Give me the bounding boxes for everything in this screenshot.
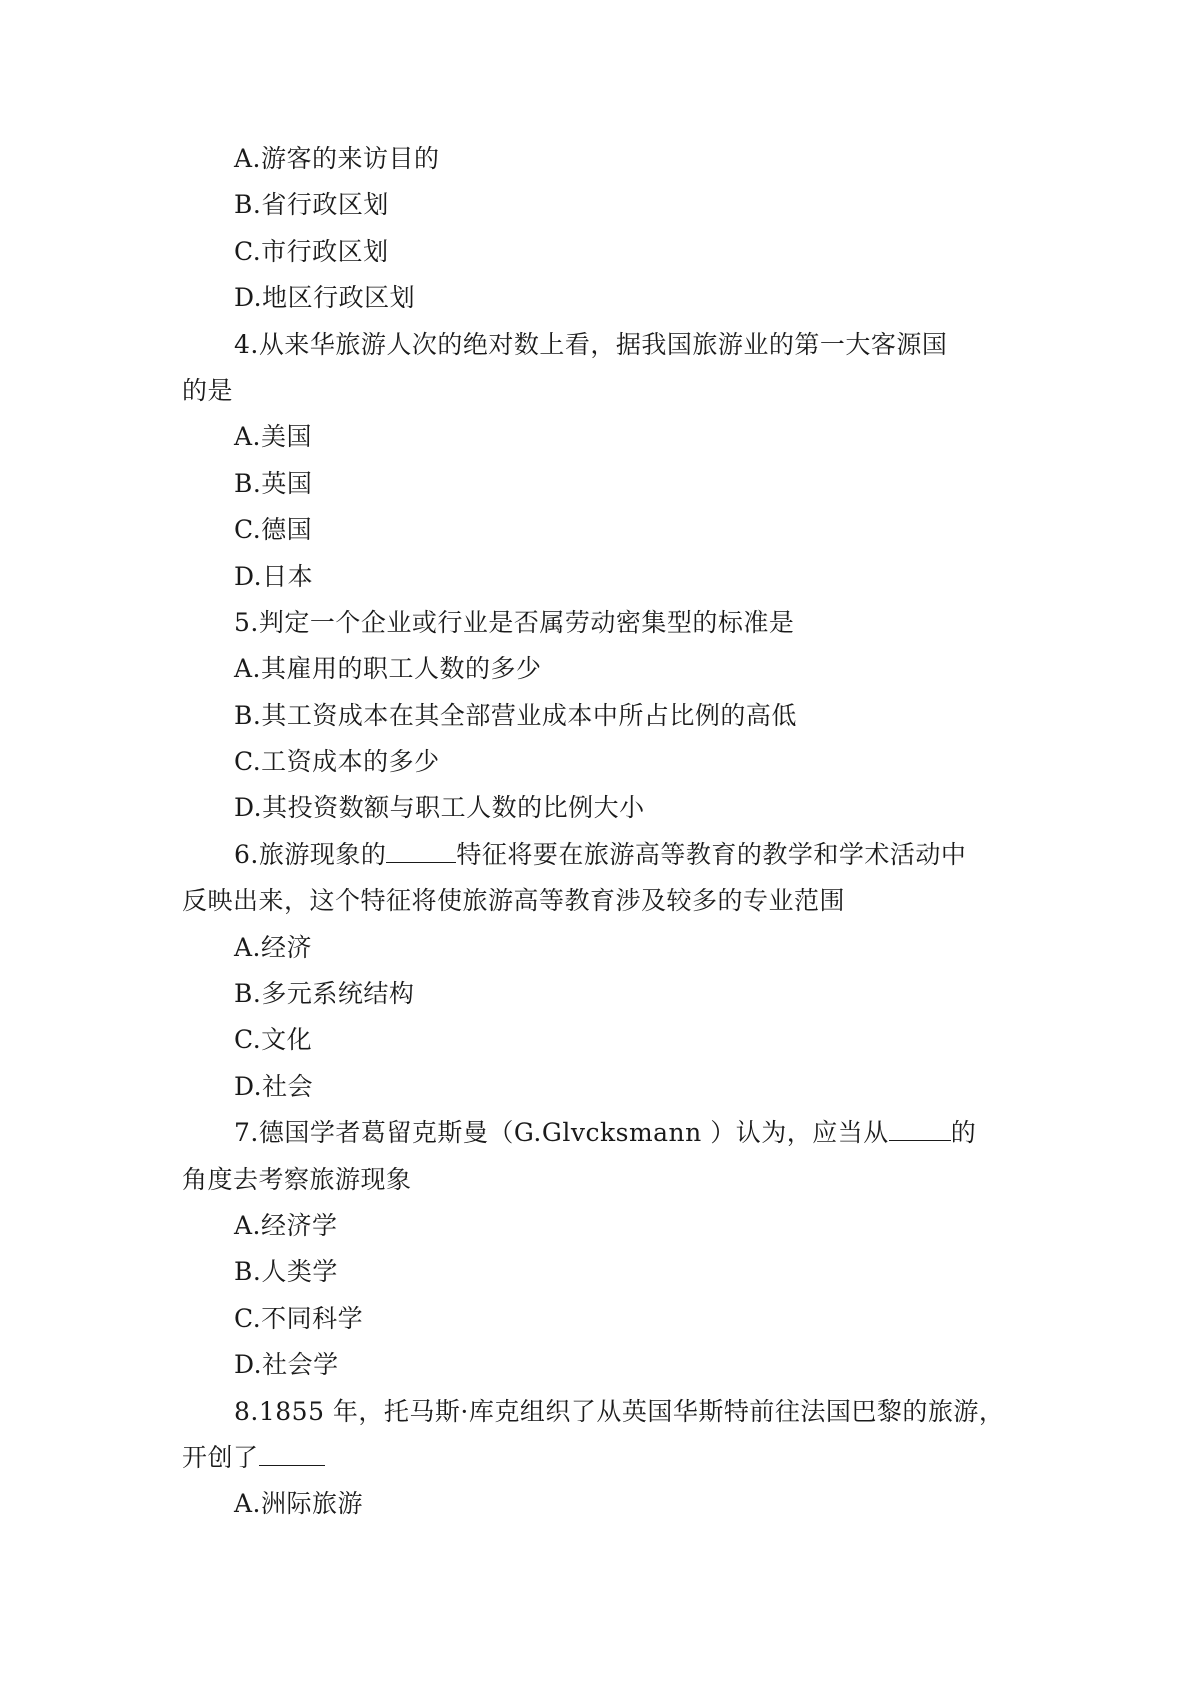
q3-option-a: A.游客的来访目的 [234, 144, 440, 173]
q6-stem-line2: 反映出来，这个特征将使旅游高等教育涉及较多的专业范围 [182, 886, 846, 916]
q8-stem-line1: 8.1855 年，托马斯·库克组织了从英国华斯特前往法国巴黎的旅游， [234, 1396, 1005, 1426]
q7-stem-line1 [182, 1110, 1062, 1156]
q5-option-c: C.工资成本的多少 [234, 747, 440, 777]
q8-answer-blank [259, 1439, 325, 1466]
q4-option-b: B.英国 [234, 468, 313, 498]
q7-stem-after-blank: 的 [950, 1118, 977, 1148]
q6-option-a: A.经济 [234, 932, 313, 962]
q3-option-b: B.省行政区划 [234, 190, 389, 220]
q7-stem-before-blank: 7.德国学者葛留克斯曼（G.Glvcksmann ）认为，应当从 [234, 1118, 889, 1148]
q6-option-d: D.社会 [234, 1071, 314, 1101]
q4-stem-line1: 4.从来华旅游人次的绝对数上看，据我国旅游业的第一大客源国 [234, 329, 948, 359]
q6-option-b: B.多元系统结构 [234, 979, 415, 1009]
q7-stem-line2: 角度去考察旅游现象 [182, 1164, 412, 1194]
q6-answer-blank [386, 836, 456, 863]
q5-stem: 5.判定一个企业或行业是否属劳动密集型的标准是 [234, 607, 795, 637]
q7-option-b: B.人类学 [234, 1257, 338, 1287]
q7-option-c: C.不同科学 [234, 1303, 364, 1333]
q4-stem-line2: 的是 [182, 375, 234, 405]
q5-option-a: A.其雇用的职工人数的多少 [234, 654, 542, 684]
q6-stem-before-blank: 6.旅游现象的 [234, 839, 387, 869]
q4-option-c: C.德国 [234, 515, 313, 545]
q8-option-a: A.洲际旅游 [234, 1489, 364, 1519]
q3-option-d: D.地区行政区划 [234, 283, 416, 313]
q6-option-c: C.文化 [234, 1025, 313, 1055]
q5-option-d: D.其投资数额与职工人数的比例大小 [234, 793, 645, 823]
exam-content [182, 136, 1062, 1528]
q7-option-d: D.社会学 [234, 1350, 339, 1380]
q4-option-d: D.日本 [234, 561, 314, 591]
q5-option-b: B.其工资成本在其全部营业成本中所占比例的高低 [234, 700, 797, 730]
q3-option-c: C.市行政区划 [234, 236, 389, 266]
q7-option-a: A.经济学 [234, 1210, 338, 1240]
q8-stem-line2 [182, 1435, 1062, 1481]
q6-stem-line1 [182, 832, 1062, 878]
q8-stem-before-blank: 开创了 [182, 1442, 259, 1472]
q6-stem-after-blank: 特征将要在旅游高等教育的教学和学术活动中 [456, 839, 967, 869]
q7-answer-blank [889, 1114, 951, 1141]
q4-option-a: A.美国 [234, 422, 313, 452]
